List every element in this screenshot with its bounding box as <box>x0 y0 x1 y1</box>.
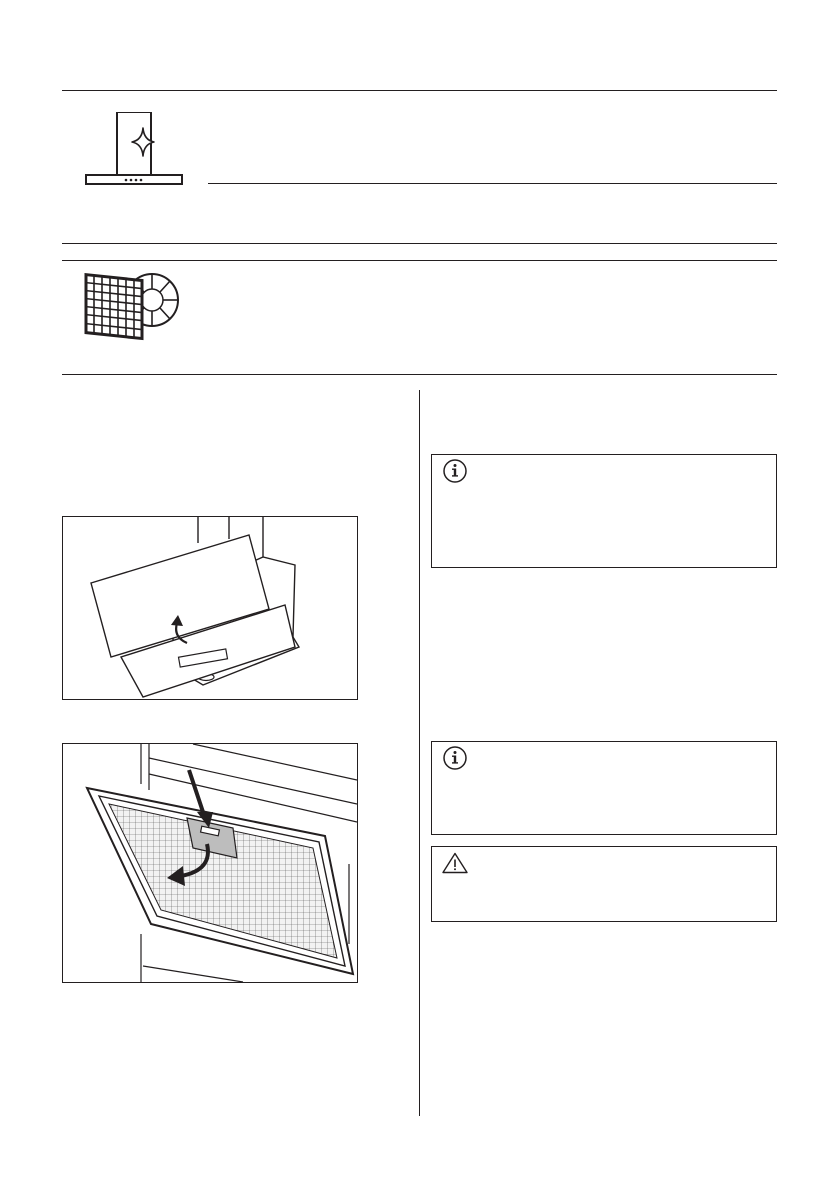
info-note-box <box>431 454 777 568</box>
info-icon <box>442 745 468 776</box>
section-underline <box>208 183 777 184</box>
hood-sparkle-icon <box>84 112 184 188</box>
section-bottom-rule <box>62 374 777 375</box>
section-rule-upper <box>62 243 777 244</box>
top-rule <box>62 90 777 91</box>
info-icon <box>442 458 468 489</box>
grease-filter-fan-icon <box>80 268 180 348</box>
column-divider <box>419 390 420 1116</box>
figure-remove-grease-filter <box>62 743 358 983</box>
section-rule-lower <box>62 260 777 261</box>
warning-note-box <box>431 846 777 922</box>
figure-open-front-panel <box>62 516 358 700</box>
warning-triangle-icon <box>442 852 468 879</box>
info-note-box <box>431 741 777 835</box>
